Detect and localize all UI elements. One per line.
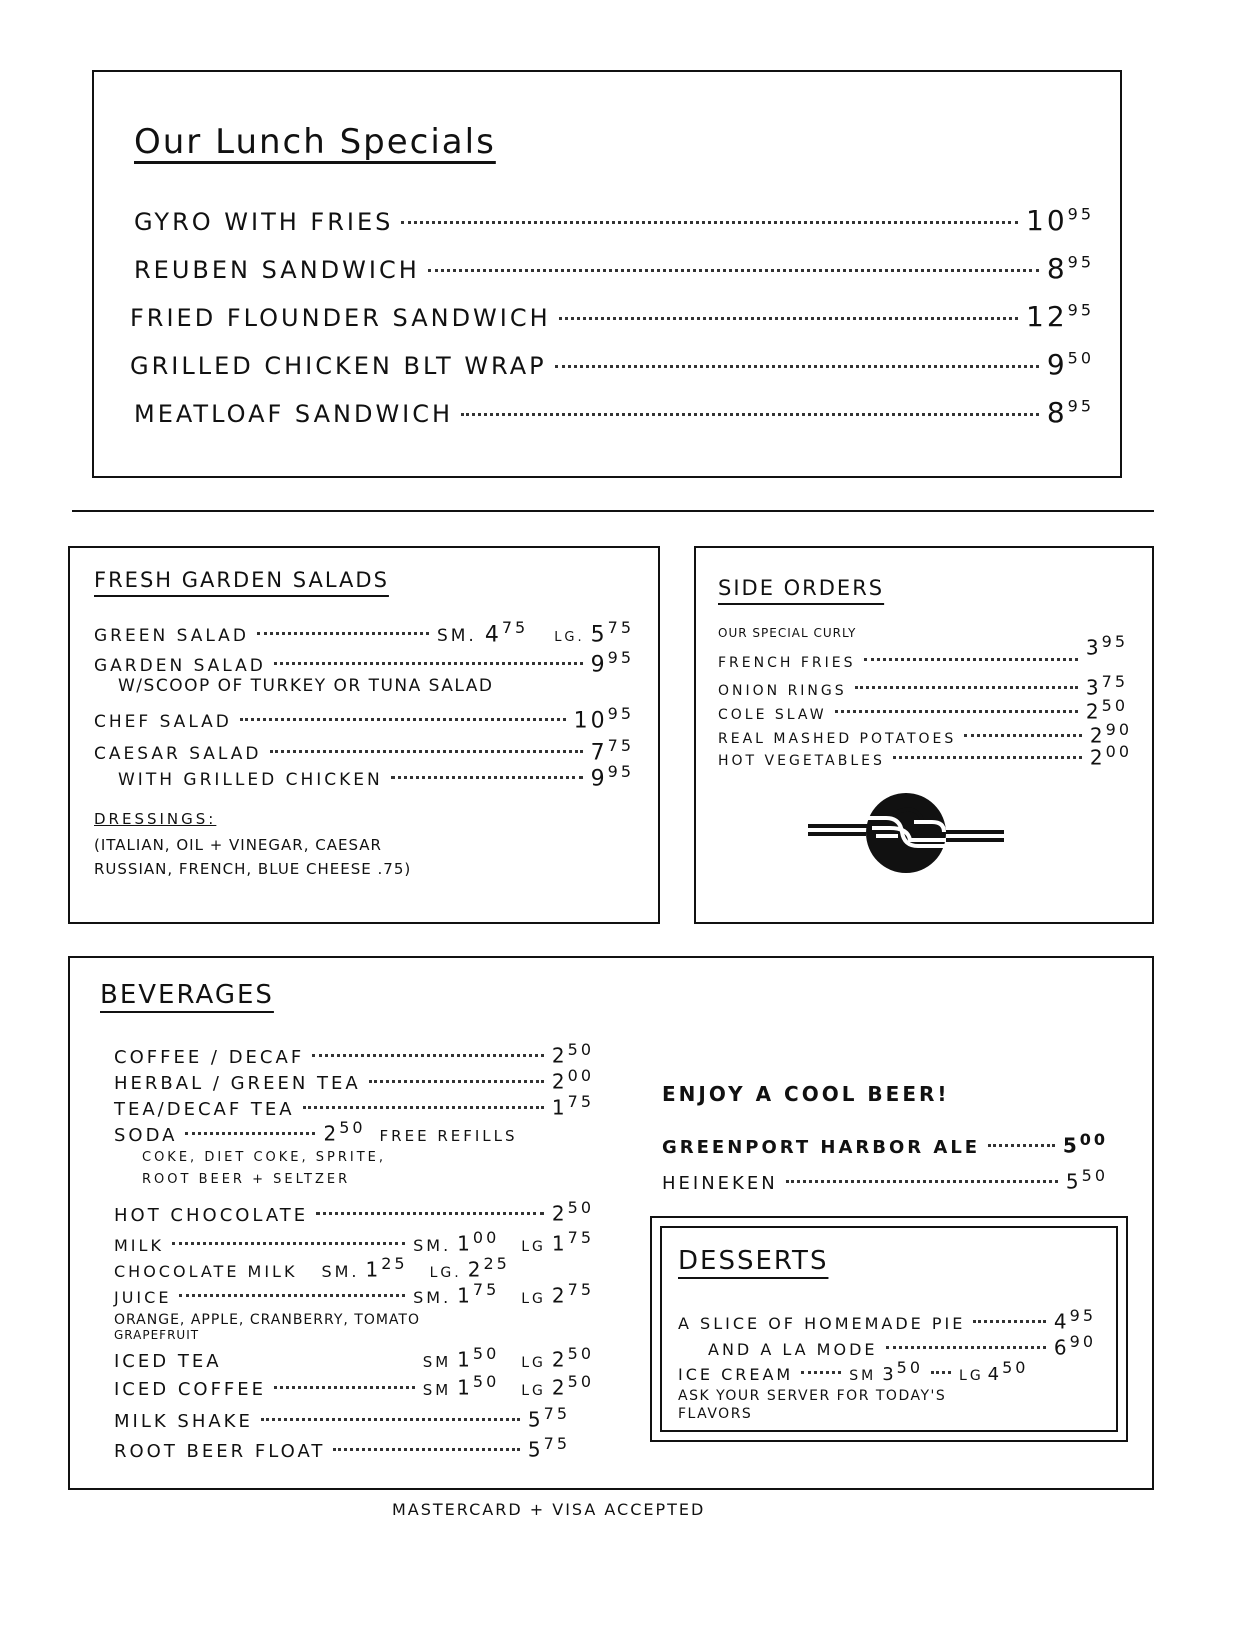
item-name: GREEN SALAD bbox=[94, 626, 249, 647]
list-item bbox=[114, 1118, 594, 1146]
list-item bbox=[114, 1066, 594, 1094]
list-item bbox=[114, 1404, 570, 1432]
juice-list-1: ORANGE, APPLE, CRANBERRY, TOMATO bbox=[114, 1312, 420, 1328]
leader-dots bbox=[988, 1144, 1055, 1147]
item-price-large: $1^{75}$ bbox=[551, 1228, 594, 1256]
item-name: SODA bbox=[114, 1124, 178, 1146]
item-price: $5^{75}$ bbox=[527, 1404, 570, 1432]
leader-dots bbox=[555, 365, 1039, 368]
item-price-small: 350 bbox=[882, 1358, 924, 1385]
dressings-label: DRESSINGS: bbox=[94, 810, 217, 828]
list-item bbox=[94, 648, 634, 677]
item-price-small: $1^{25}$ bbox=[365, 1254, 408, 1282]
list-item bbox=[114, 1434, 570, 1462]
leader-dots bbox=[270, 750, 583, 753]
leader-dots bbox=[461, 413, 1039, 416]
leader-dots bbox=[391, 776, 583, 779]
garden-salad-note: W/SCOOP OF TURKEY OR TUNA SALAD bbox=[118, 676, 494, 696]
item-price: $2^{00}$ bbox=[1089, 742, 1132, 770]
list-item bbox=[662, 1130, 1108, 1158]
leader-dots bbox=[172, 1242, 405, 1245]
knot-circle-logo-icon bbox=[806, 788, 1006, 878]
item-price-large: $2^{25}$ bbox=[467, 1254, 510, 1282]
item-name: JUICE bbox=[114, 1287, 172, 1307]
leader-dots bbox=[240, 718, 566, 721]
beer-title: ENJOY A COOL BEER! bbox=[662, 1082, 950, 1106]
dressings-line-1: (ITALIAN, OIL + VINEGAR, CAESAR bbox=[94, 836, 382, 854]
list-item bbox=[134, 204, 1094, 237]
item-name: MEATLOAF SANDWICH bbox=[134, 400, 454, 428]
item-name: MILK bbox=[114, 1235, 164, 1255]
list-item bbox=[114, 1040, 594, 1068]
item-price: $2^{00}$ bbox=[551, 1066, 594, 1094]
item-name: OUR SPECIAL CURLY bbox=[718, 626, 857, 640]
list-item bbox=[114, 1198, 594, 1226]
leader-dots bbox=[261, 1418, 520, 1421]
item-name: WITH GRILLED CHICKEN bbox=[118, 770, 383, 791]
item-name: CHOCOLATE MILK bbox=[114, 1261, 298, 1281]
soda-list-2: ROOT BEER + SELTZER bbox=[142, 1172, 351, 1187]
size-small-label: SM. bbox=[321, 1261, 360, 1281]
size-large-label: LG. bbox=[429, 1264, 462, 1281]
dressings-line-2: RUSSIAN, FRENCH, BLUE CHEESE .75) bbox=[94, 860, 412, 878]
soda-note: FREE REFILLS bbox=[379, 1126, 518, 1145]
leader-dots bbox=[864, 658, 1078, 661]
size-small-label: SM bbox=[422, 1380, 452, 1399]
leader-dots bbox=[401, 221, 1018, 224]
list-item bbox=[718, 742, 1132, 770]
payment-footer: MASTERCARD + VISA ACCEPTED bbox=[392, 1500, 706, 1519]
item-name: HOT CHOCOLATE bbox=[114, 1204, 309, 1226]
leader-dots bbox=[559, 317, 1018, 320]
item-price: $7^{75}$ bbox=[590, 736, 634, 766]
item-price-small: $1^{75}$ bbox=[457, 1280, 500, 1308]
item-name: A SLICE OF HOMEMADE PIE bbox=[678, 1313, 966, 1333]
item-price: $12^{95}$ bbox=[1026, 300, 1094, 333]
item-price: $4^{95}$ bbox=[1053, 1306, 1096, 1334]
side-orders-title: SIDE ORDERS bbox=[718, 576, 885, 600]
item-name: CHEF SALAD bbox=[94, 712, 232, 733]
item-price-large: $5^{75}$ bbox=[590, 618, 634, 648]
ask-server-line-2: FLAVORS bbox=[678, 1406, 753, 1422]
item-name: ONION RINGS bbox=[718, 682, 847, 699]
item-name: GREENPORT HARBOR ALE bbox=[662, 1136, 981, 1158]
item-price: $2^{50}$ bbox=[551, 1040, 594, 1068]
item-price: $3^{75}$ bbox=[1085, 672, 1128, 700]
item-name: ICE CREAM bbox=[678, 1365, 794, 1384]
list-item bbox=[130, 348, 1094, 381]
ask-server-line-1: ASK YOUR SERVER FOR TODAY'S bbox=[678, 1388, 947, 1404]
leader-dots bbox=[179, 1294, 405, 1297]
item-price: $8^{95}$ bbox=[1046, 396, 1094, 429]
item-price: $5^{50}$ bbox=[1065, 1166, 1108, 1194]
leader-dots bbox=[274, 662, 583, 665]
item-name: REAL MASHED POTATOES bbox=[718, 730, 957, 747]
list-item bbox=[134, 396, 1094, 429]
item-price: $10^{95}$ bbox=[573, 704, 634, 734]
item-name: CAESAR SALAD bbox=[94, 744, 262, 765]
list-item bbox=[114, 1280, 594, 1308]
list-item bbox=[678, 1306, 1096, 1334]
size-small-label: SM. bbox=[436, 626, 477, 647]
leader-dots bbox=[973, 1320, 1046, 1323]
leader-dots bbox=[931, 1371, 951, 1374]
beverages-box bbox=[68, 956, 1154, 1490]
list-item bbox=[130, 300, 1094, 333]
item-price-large: $2^{50}$ bbox=[551, 1344, 594, 1372]
list-item bbox=[114, 1344, 594, 1372]
desserts-title: DESSERTS bbox=[678, 1246, 829, 1276]
item-price-small: $4^{75}$ bbox=[484, 618, 529, 648]
size-large-label: LG bbox=[521, 1382, 546, 1399]
item-name: MILK SHAKE bbox=[114, 1410, 253, 1432]
salads-title: FRESH GARDEN SALADS bbox=[94, 568, 389, 592]
leader-dots bbox=[893, 756, 1082, 759]
size-large-label: LG bbox=[521, 1354, 546, 1371]
leader-dots bbox=[786, 1180, 1058, 1183]
leader-dots bbox=[964, 734, 1082, 737]
list-item bbox=[94, 618, 634, 647]
item-price: $5^{75}$ bbox=[527, 1434, 570, 1462]
item-name: GRILLED CHICKEN BLT WRAP bbox=[130, 352, 547, 380]
list-item bbox=[114, 1228, 594, 1256]
juice-list-2: GRAPEFRUIT bbox=[114, 1328, 200, 1342]
size-small-label: SM bbox=[849, 1368, 877, 1384]
desserts-box bbox=[650, 1216, 1128, 1442]
size-large-label: LG bbox=[521, 1290, 546, 1307]
item-name: FRIED FLOUNDER SANDWICH bbox=[130, 304, 551, 332]
leader-dots bbox=[303, 1106, 544, 1109]
list-item bbox=[118, 762, 634, 791]
size-large-label: LG bbox=[959, 1368, 984, 1384]
size-large-label: LG. bbox=[554, 630, 585, 646]
item-price: $1^{75}$ bbox=[551, 1092, 594, 1120]
leader-dots bbox=[801, 1371, 841, 1374]
leader-dots bbox=[316, 1212, 544, 1215]
leader-dots bbox=[333, 1448, 520, 1451]
item-price-large: $2^{75}$ bbox=[551, 1280, 594, 1308]
item-price: $5^{00}$ bbox=[1062, 1130, 1108, 1158]
item-price: $10^{95}$ bbox=[1026, 204, 1094, 237]
item-price: $8^{95}$ bbox=[1046, 252, 1094, 285]
item-price: $3^{95}$ bbox=[1085, 632, 1128, 660]
leader-dots bbox=[257, 632, 429, 635]
list-item bbox=[114, 1092, 594, 1120]
item-name: HERBAL / GREEN TEA bbox=[114, 1072, 361, 1094]
item-name: ROOT BEER FLOAT bbox=[114, 1440, 326, 1462]
item-name: REUBEN SANDWICH bbox=[134, 256, 420, 284]
leader-dots bbox=[428, 269, 1039, 272]
size-small-label: SM. bbox=[413, 1287, 452, 1307]
item-price-small: $1^{00}$ bbox=[457, 1228, 500, 1256]
leader-dots bbox=[312, 1054, 544, 1057]
item-price: $6^{90}$ bbox=[1053, 1332, 1096, 1360]
size-large-label: LG bbox=[521, 1238, 546, 1255]
item-name: TEA/DECAF TEA bbox=[114, 1098, 295, 1120]
lunch-title: Our Lunch Specials bbox=[134, 122, 496, 162]
lunch-specials-box bbox=[92, 70, 1122, 478]
item-name: GYRO WITH FRIES bbox=[134, 208, 394, 236]
item-name-line-2: FRENCH FRIES bbox=[718, 654, 856, 671]
item-name: ICED COFFEE bbox=[114, 1378, 267, 1400]
item-name: GARDEN SALAD bbox=[94, 656, 266, 677]
list-item bbox=[94, 736, 634, 765]
item-name: COFFEE / DECAF bbox=[114, 1046, 305, 1068]
item-price-small: $1^{50}$ bbox=[457, 1344, 500, 1372]
side-orders-box bbox=[694, 546, 1154, 924]
leader-dots bbox=[274, 1386, 415, 1389]
item-name: HEINEKEN bbox=[662, 1172, 778, 1194]
item-price: $9^{95}$ bbox=[590, 762, 634, 792]
item-price-large: $2^{50}$ bbox=[551, 1372, 594, 1400]
item-name: AND A LA MODE bbox=[708, 1339, 878, 1359]
list-item bbox=[134, 252, 1094, 285]
divider bbox=[72, 510, 1154, 512]
item-name: HOT VEGETABLES bbox=[718, 752, 885, 769]
item-price: $9^{95}$ bbox=[590, 648, 634, 678]
size-small-label: SM bbox=[422, 1352, 452, 1371]
item-name: ICED TEA bbox=[114, 1350, 222, 1372]
leader-dots bbox=[835, 710, 1078, 713]
item-price-large: 450 bbox=[987, 1358, 1029, 1385]
list-item bbox=[114, 1372, 594, 1400]
item-price: $2^{50}$ bbox=[323, 1118, 366, 1146]
list-item bbox=[94, 704, 634, 733]
list-item bbox=[662, 1166, 1108, 1194]
item-name: COLE SLAW bbox=[718, 706, 827, 723]
beverages-title: BEVERAGES bbox=[100, 980, 274, 1010]
item-price: $2^{90}$ bbox=[1089, 720, 1132, 748]
leader-dots bbox=[855, 686, 1078, 689]
list-item bbox=[678, 1358, 1096, 1385]
soda-list-1: COKE, DIET COKE, SPRITE, bbox=[142, 1150, 387, 1165]
item-price: $9^{50}$ bbox=[1046, 348, 1094, 381]
leader-dots bbox=[185, 1132, 315, 1135]
item-price-small: $1^{50}$ bbox=[457, 1372, 500, 1400]
leader-dots bbox=[369, 1080, 544, 1083]
list-item bbox=[708, 1332, 1096, 1360]
list-item bbox=[114, 1254, 594, 1282]
salads-box bbox=[68, 546, 660, 924]
item-price: $2^{50}$ bbox=[1085, 696, 1128, 724]
leader-dots bbox=[886, 1346, 1046, 1349]
size-small-label: SM. bbox=[413, 1235, 452, 1255]
item-price: $2^{50}$ bbox=[551, 1198, 594, 1226]
